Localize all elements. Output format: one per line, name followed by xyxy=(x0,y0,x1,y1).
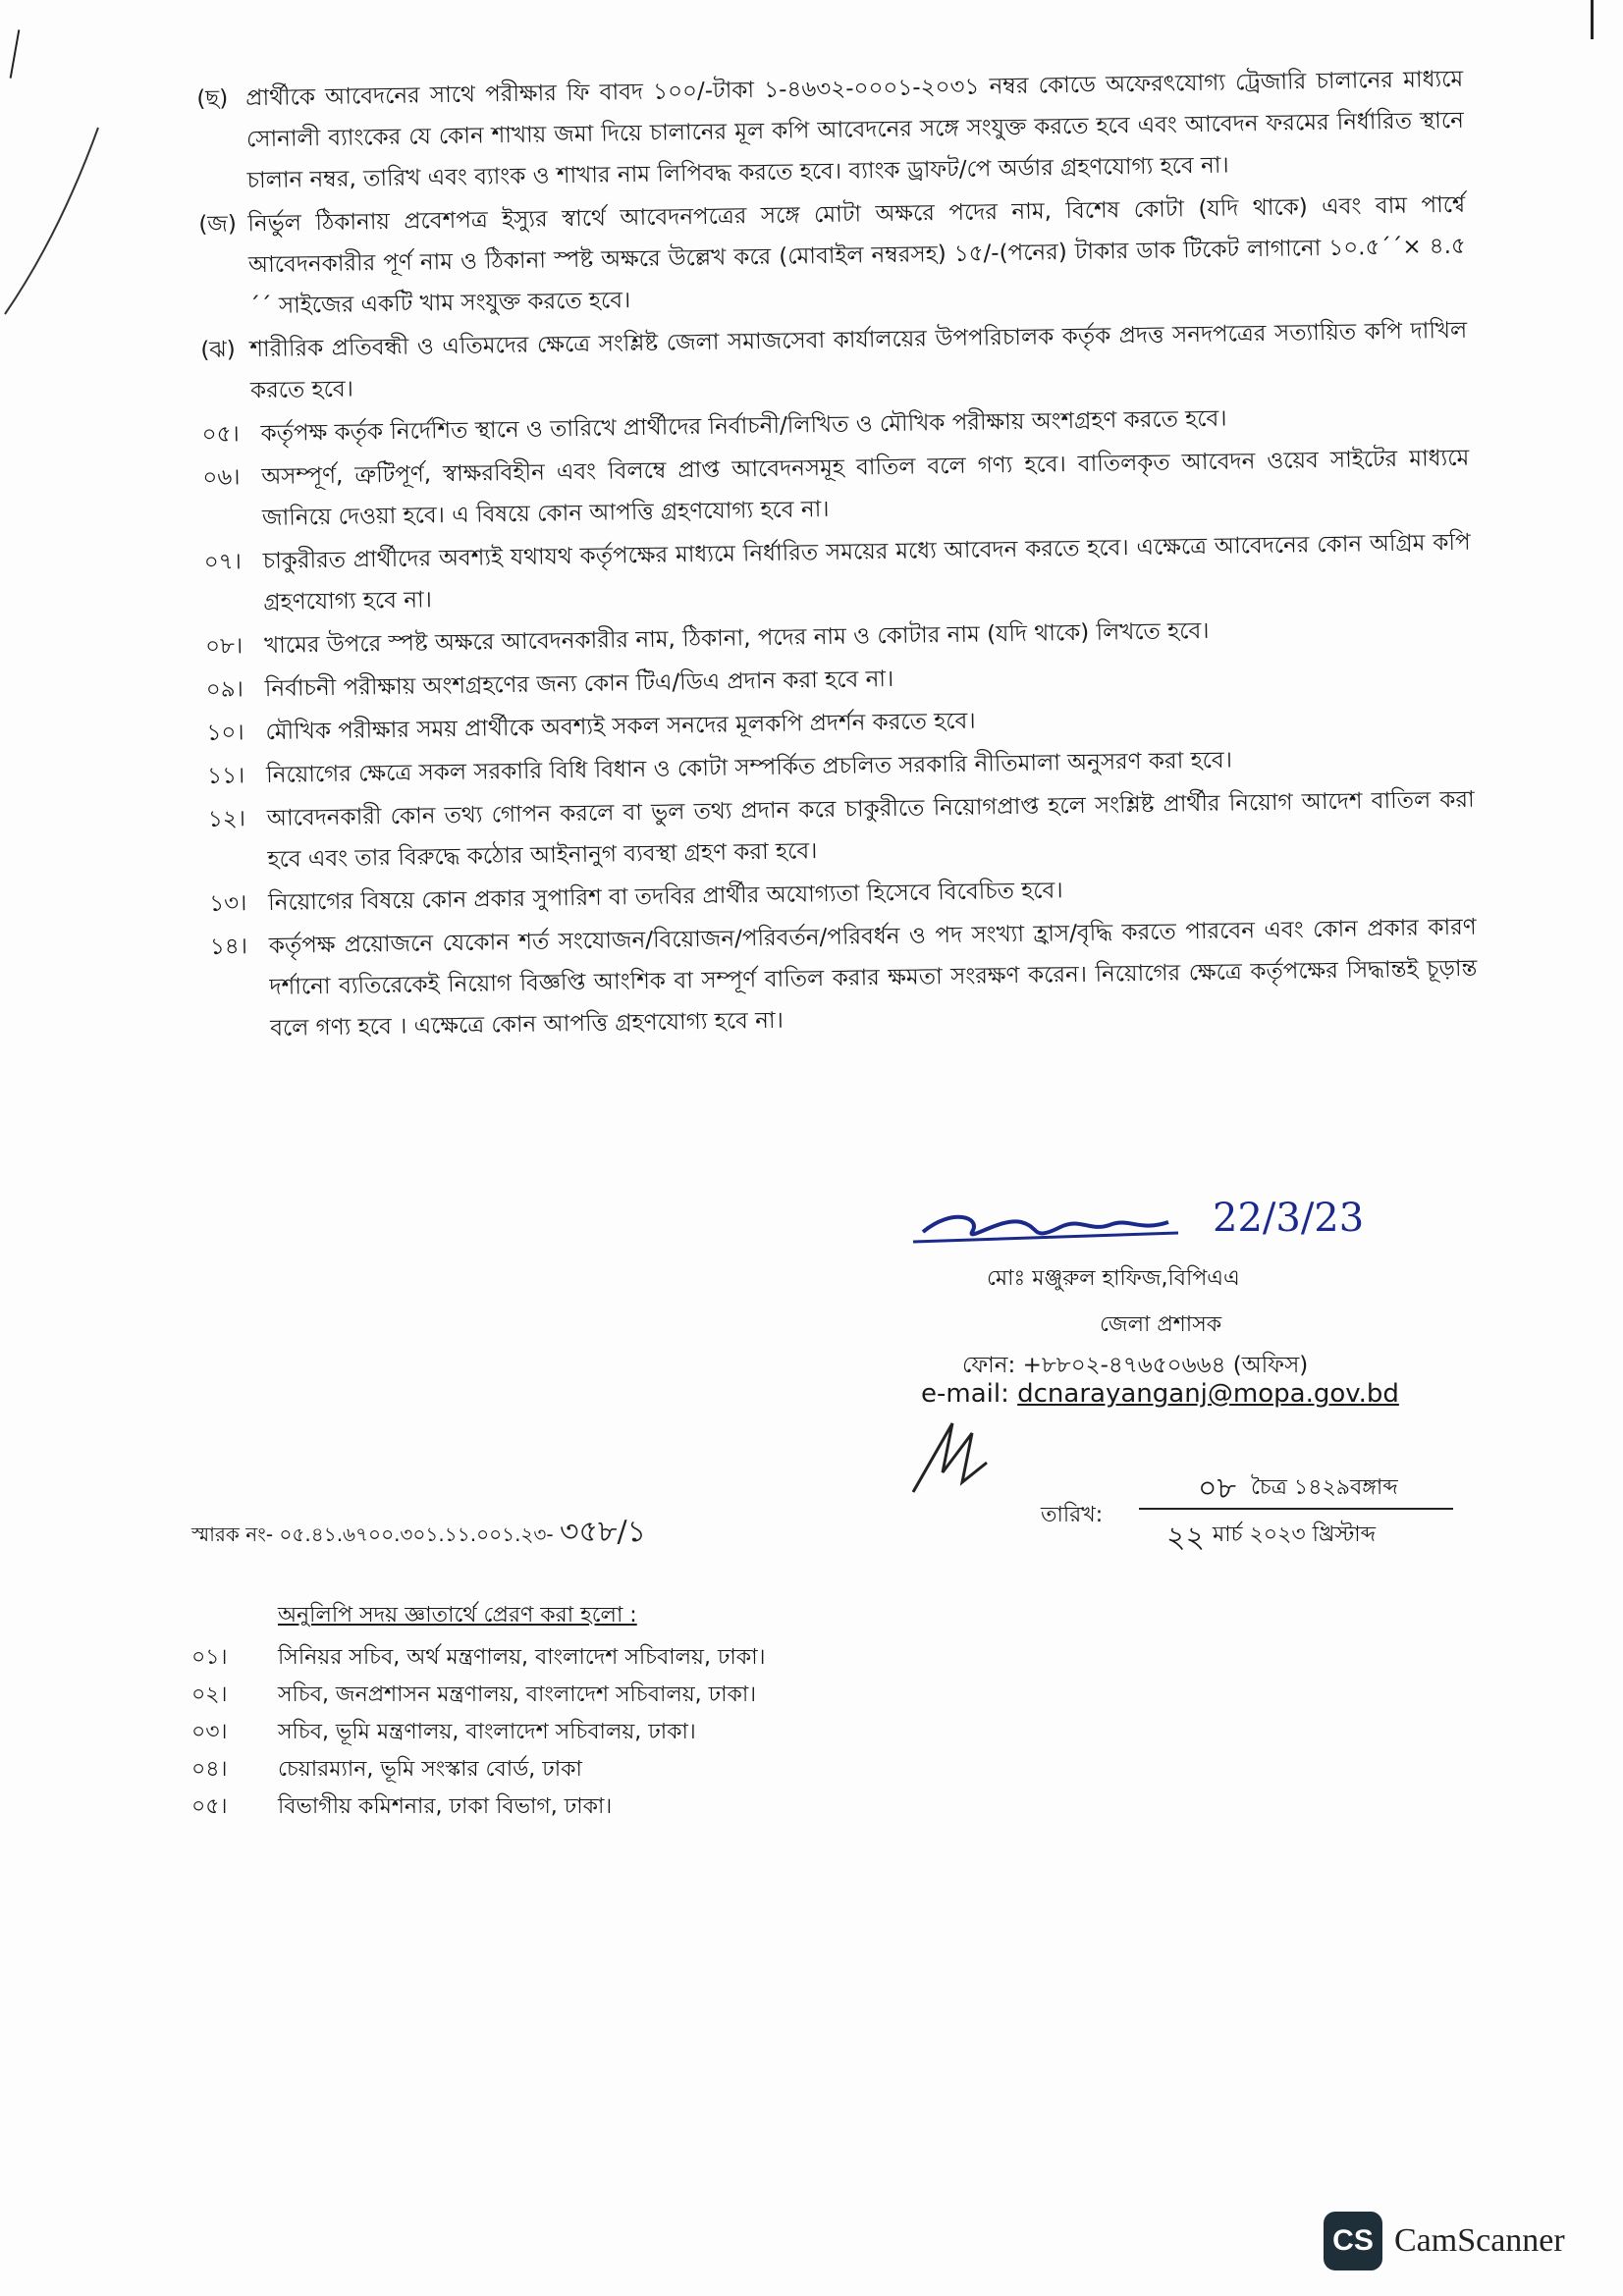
signatory-title: জেলা প্রশাসক xyxy=(1100,1312,1222,1337)
camscanner-logo-icon: CS xyxy=(1324,2212,1382,2270)
gregorian-date: মার্চ ২০২৩ খ্রিস্টাব্দ xyxy=(1213,1522,1377,1547)
item-number: ০৮। xyxy=(204,633,243,660)
list-item xyxy=(196,59,1465,202)
item-text: নিয়োগের ক্ষেত্রে সকল সরকারি বিধি বিধান ও কোটা সম্পর্কিত প্রচলিত সরকারি নীতিমালা অনুসরণ করা হবে। xyxy=(265,747,1233,788)
item-text: নিয়োগের বিষয়ে কোন প্রকার সুপারিশ বা তদবির প্রার্থীর অযোগ্যতা হিসেবে বিবেচিত হবে। xyxy=(267,878,1063,916)
initial-signature xyxy=(903,1414,992,1502)
memo-number: স্মারক নং- ০৫.৪১.৬৭০০.৩০১.১১.০০১.২৩- ৩৫৮/১ xyxy=(191,1515,647,1549)
item-number: ০৫। xyxy=(201,421,241,448)
handwritten-greg-day: ২২ xyxy=(1166,1521,1206,1555)
signatory-phone: ফোন: +৮৮০২-৪৭৬৫০৬৬৪ (অফিস) xyxy=(962,1353,1309,1378)
item-text: খামের উপরে স্পষ্ট অক্ষরে আবেদনকারীর নাম, ঠিকানা, পদের নাম ও কোটার নাম (যদি থাকে) লিখতে হবে। xyxy=(263,617,1210,659)
handwritten-bangla-day: ০৮ xyxy=(1198,1471,1236,1506)
item-text: মৌখিক পরীক্ষার সময় প্রার্থীকে অবশ্যই সকল সনদের মূলকপি প্রদর্শন করতে হবে। xyxy=(265,708,976,745)
item-number: ০৬। xyxy=(202,464,241,491)
item-number: (ঝ) xyxy=(200,337,236,363)
item-number: ০৭। xyxy=(203,549,243,575)
list-item xyxy=(210,907,1479,1050)
item-text: কর্তৃপক্ষ কর্তৃক নির্দেশিত স্থানে ও তারিখে প্রার্থীদের নির্বাচনী/লিখিত ও মৌখিক পরীক্ষায় অংশগ্রহণ করতে হবে। xyxy=(260,405,1227,448)
copy-recipient: ০৫। বিভাগীয় কমিশনার, ঢাকা বিভাগ, ঢাকা। xyxy=(191,1794,613,1819)
date-label: তারিখ: xyxy=(1041,1503,1104,1527)
date-divider xyxy=(1139,1508,1453,1510)
signatory-email xyxy=(921,1379,1399,1409)
scan-edge-mark xyxy=(10,29,21,79)
item-number: ১৩। xyxy=(209,890,247,917)
copy-recipient: ০১। সিনিয়র সচিব, অর্থ মন্ত্রণালয়, বাংলাদেশ সচিবালয়, ঢাকা। xyxy=(191,1645,766,1670)
item-text: প্রার্থীকে আবেদনের সাথে পরীক্ষার ফি বাবদ ১০০/-টাকা ১-৪৬৩২-০০০১-২০৩১ নম্বর কোডে অফেরৎযোগ্য ট্রেজারি চালানের মাধ্যমে সোনালী ব্যাংকের যে কোন শাখায় জমা দিয়ে চালানের মূল কপি আবেদনের সঙ্গে সংযুক্ত করতে হবে এবং আবেদন ফরমের নির্ধারিত স্থানে চালান নম্বর, তারিখ এবং ব্যাংক ও শাখার নাম লিপিবদ্ধ করতে হবে। ব্যাংক ড্রাফট/পে অর্ডার গ্রহণযোগ্য হবে না। xyxy=(245,66,1465,194)
list-item xyxy=(198,185,1467,328)
item-text: চাকুরীরত প্রার্থীদের অবশ্যই যথাযথ কর্তৃপক্ষের মাধ্যমে নির্ধারিত সময়ের মধ্যে আবেদন করতে হবে। এক্ষেত্রে আবেদনের কোন অগ্রিম কপি গ্রহণযোগ্য হবে না। xyxy=(262,529,1471,615)
camscanner-name: CamScanner xyxy=(1394,2222,1565,2259)
item-number: ১৪। xyxy=(209,934,248,960)
copies-heading: অনুলিপি সদয় জ্ঞাতার্থে প্রেরণ করা হলো : xyxy=(278,1603,637,1628)
scan-edge-mark xyxy=(1591,0,1594,39)
copies-list xyxy=(191,1639,1075,1826)
handwritten-memo-suffix: ৩৫৮/১ xyxy=(560,1515,647,1549)
handwritten-date: 22/3/23 xyxy=(1213,1196,1365,1241)
item-text: শারীরিক প্রতিবন্ধী ও এতিমদের ক্ষেত্রে সংশ্লিষ্ট জেলা সমাজসেবা কার্যালয়ের উপপরিচালক কর্তৃক প্রদত্ত সনদপত্রের সত্যায়িত কপি দাখিল করতে হবে। xyxy=(249,317,1468,404)
camscanner-watermark xyxy=(1324,2212,1565,2270)
date-block xyxy=(1041,1463,1453,1571)
scan-edge-curve xyxy=(0,118,118,334)
email-address[interactable]: dcnarayanganj@mopa.gov.bd xyxy=(1017,1379,1399,1409)
item-number: (জ) xyxy=(198,211,238,238)
item-text: অসম্পূর্ণ, ত্রুটিপূর্ণ, স্বাক্ষরবিহীন এবং বিলম্বে প্রাপ্ত আবেদনসমূহ বাতিল বলে গণ্য হবে। বাতিলকৃত আবেদন ওয়েব সাইটের মাধ্যমে জানিয়ে দেওয়া হবে। এ বিষয়ে কোন আপত্তি গ্রহণযোগ্য হবে না। xyxy=(261,445,1470,532)
item-number: ১২। xyxy=(207,806,246,832)
item-number: (ছ) xyxy=(196,85,229,112)
item-text: নির্ভুল ঠিকানায় প্রবেশপত্র ইস্যুর স্বার্থে আবেদনপত্রের সঙ্গে মোটা অক্ষরে পদের নাম, বিশেষ কোটা (যদি থাকে) এবং বাম পার্শ্বে আবেদনকারীর পূর্ণ নাম ও ঠিকানা স্পষ্ট অক্ষরে উল্লেখ করে (মোবাইল নম্বরসহ) ১৫/-(পনের) টাকার ডাক টিকেট লাগানো ১০.৫´´× ৪.৫´´ সাইজের একটি খাম সংযুক্ত করতে হবে। xyxy=(247,191,1467,320)
copy-recipient: ০৩। সচিব, ভূমি মন্ত্রণালয়, বাংলাদেশ সচিবালয়, ঢাকা। xyxy=(191,1720,696,1744)
item-number: ১১। xyxy=(206,763,245,789)
notice-body xyxy=(196,59,1478,1052)
email-label: e-mail: xyxy=(921,1379,1009,1409)
copy-recipient: ০২। সচিব, জনপ্রশাসন মন্ত্রণালয়, বাংলাদেশ সচিবালয়, ঢাকা। xyxy=(191,1682,757,1707)
item-text: আবেদনকারী কোন তথ্য গোপন করলে বা ভুল তথ্য প্রদান করে চাকুরীতে নিয়োগপ্রাপ্ত হলে সংশ্লিষ্ট প্রার্থীর নিয়োগ আদেশ বাতিল করা হবে এবং তার বিরুদ্ধে কঠোর আইনানুগ ব্যবস্থা গ্রহণ করা হবে। xyxy=(266,786,1475,873)
item-number: ০৯। xyxy=(205,676,244,703)
item-text: কর্তৃপক্ষ প্রয়োজনে যেকোন শর্ত সংযোজন/বিয়োজন/পরিবর্তন/পরিবর্ধন ও পদ সংখ্যা হ্রাস/বৃদ্ধি করতে পারবেন এবং কোন প্রকার কারণ দর্শানো ব্যতিরেকেই নিয়োগ বিজ্ঞপ্তি আংশিক বা সম্পূর্ণ বাতিল করার ক্ষমতা সংরক্ষণ করেন। নিয়োগের ক্ষেত্রে কর্তৃপক্ষের সিদ্ধান্তই চূড়ান্ত বলে গণ্য হবে । এক্ষেত্রে কোন আপত্তি গ্রহণযোগ্য হবে না। xyxy=(268,914,1478,1041)
signatory-name: মোঃ মঞ্জুরুল হাফিজ,বিপিএএ xyxy=(987,1266,1240,1291)
item-number: ১০। xyxy=(206,720,244,746)
bangla-date: চৈত্র ১৪২৯বঙ্গাব্দ xyxy=(1251,1475,1398,1500)
item-text: নির্বাচনী পরীক্ষায় অংশগ্রহণের জন্য কোন টিএ/ডিএ প্রদান করা হবে না। xyxy=(264,666,894,702)
copy-recipient: ০৪। চেয়ারম্যান, ভূমি সংস্কার বোর্ড, ঢাকা xyxy=(191,1757,582,1782)
